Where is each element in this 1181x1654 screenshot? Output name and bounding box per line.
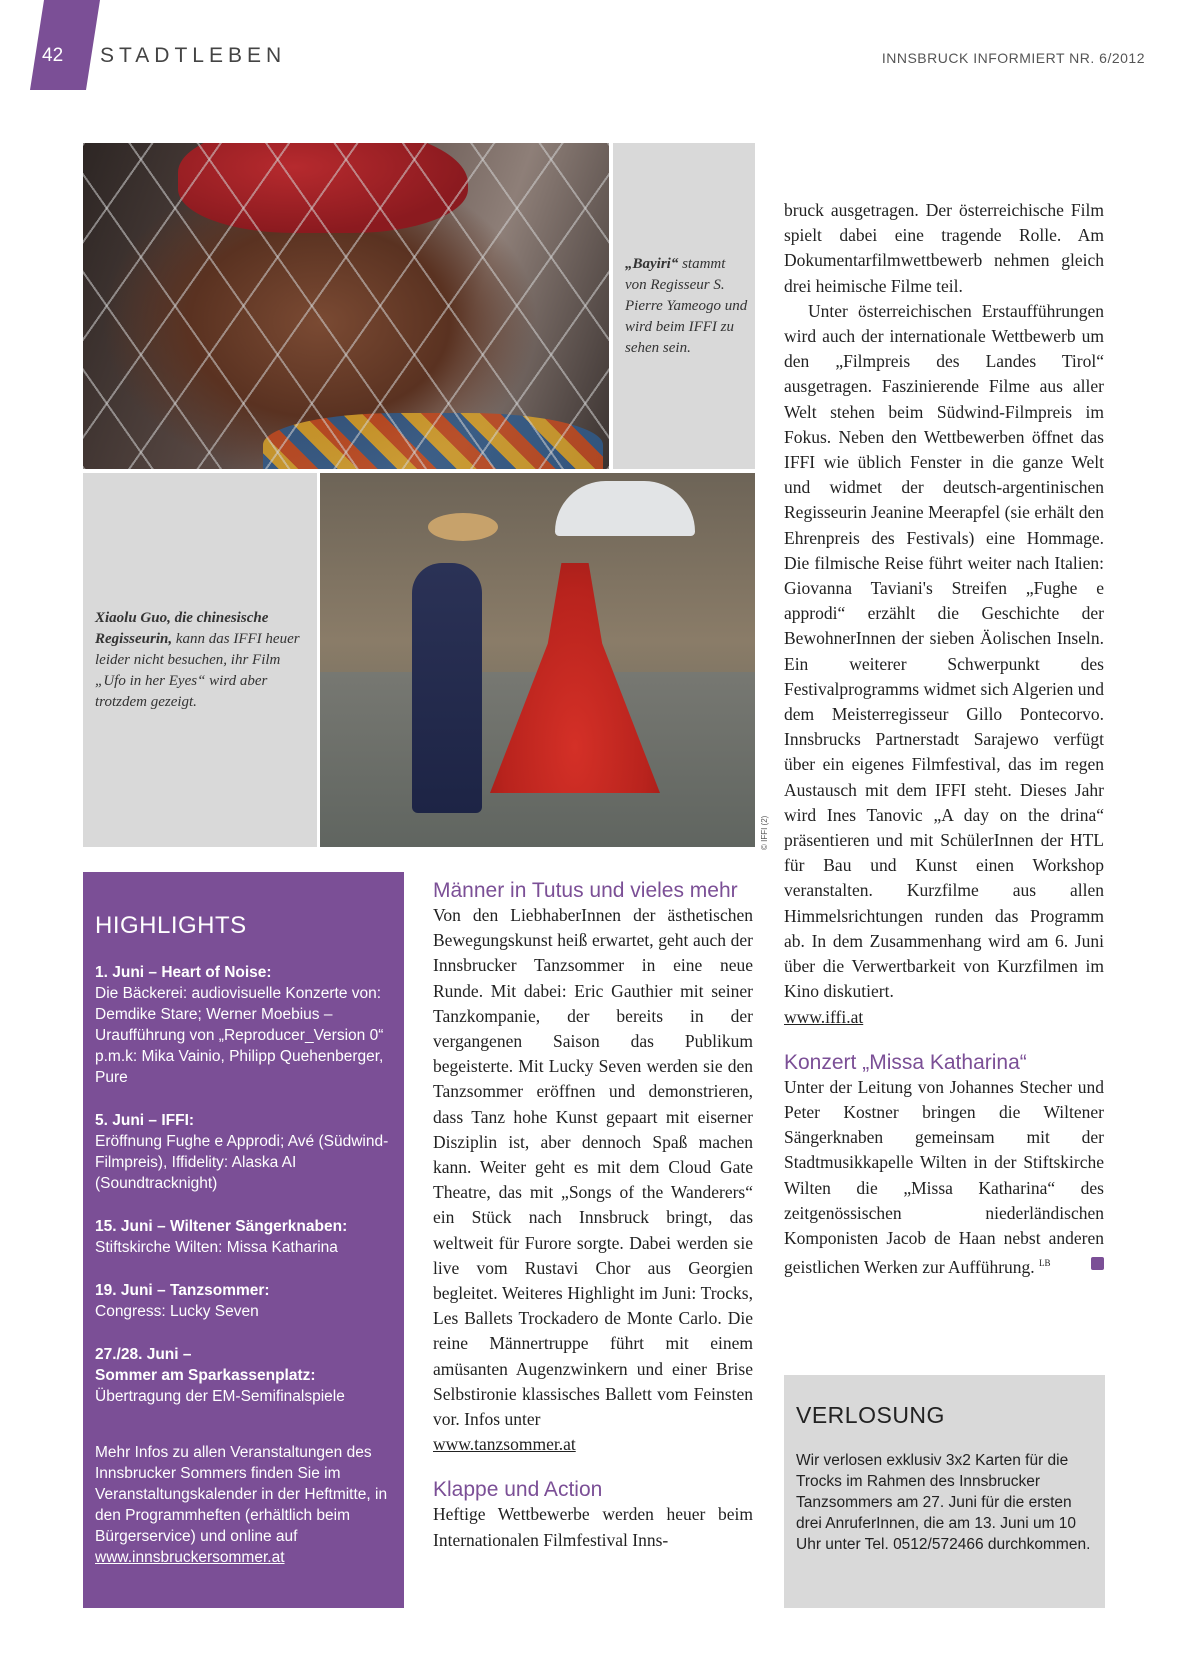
highlight-head: 27./28. Juni – Sommer am Sparkassenplatz:	[95, 1346, 316, 1384]
highlight-body: Congress: Lucky Seven	[95, 1303, 259, 1320]
highlights-list	[95, 962, 400, 1429]
caption-xiaolu-name: Xiaolu Guo, die chinesische Regisseurin,	[95, 610, 269, 647]
highlight-body: Stiftskirche Wilten: Missa Katharina	[95, 1239, 338, 1256]
caption-bayiri-text: stammt von Regisseur S. Pierre Yameogo und wird beim IFFI zu sehen sein.	[625, 256, 748, 356]
photo-umbrella	[555, 481, 695, 536]
photo-man	[412, 563, 482, 813]
highlight-head: 15. Juni – Wiltener Sängerknaben:	[95, 1218, 348, 1235]
caption-bayiri	[625, 254, 750, 359]
article-end-mark	[1091, 1257, 1104, 1270]
caption-xiaolu-guo	[95, 608, 300, 713]
highlights-more-text: Mehr Infos zu allen Veranstaltungen des Innsbrucker Sommers finden Sie im Veranstaltungskalender in der Heftmitte, in den Programmheften (erhältlich beim Bürgerservice) und online auf	[95, 1444, 388, 1545]
highlight-item	[95, 1280, 400, 1322]
highlight-body: Eröffnung Fughe e Approdi; Avé (Südwind-Filmpreis), Iffidelity: Alaska AI (Soundtracknight)	[95, 1133, 389, 1192]
highlights-box	[83, 872, 404, 1608]
highlight-item	[95, 1216, 400, 1258]
photo-fence	[83, 143, 609, 469]
paragraph-missa-katharina	[784, 1075, 1104, 1280]
verlosung-box	[784, 1375, 1105, 1608]
paragraph-tanzsommer: Von den LiebhaberInnen der ästhetischen Bewegungskunst heiß erwartet, geht auch der Innsbrucker Tanzsommer in eine neue Runde. Mit dabei: Eric Gauthier mit seiner Tanzkompanie, der bereits in der vergangenen Saison das Publikum begeisterte. Mit Lucky Seven werden sie den Tanzsommer eröffnen und demonstrieren, dass Tanz hohe Kunst gepaart mit eiserner Disziplin ist, aber dennoch Spaß machen kann. Weiter geht es mit dem Cloud Gate Theatre, das mit „Songs of the Wanderers“ ein Stück nach Innsbruck bringt, das weltweit für Furore sorgte. Dabei werden sie live vom Rustavi Chor aus Georgien begleitet. Weiteres Highlight im Juni: Trocks, Les Ballets Trockadero de Monte Carlo. Die reine Männertruppe führt mit einem amüsanten Augenzwinkern und einer Brise Selbstironie klassisches Ballett vom Feinsten vor. Infos unter	[433, 905, 753, 1430]
heading-klappe-und-action: Klappe und Action	[433, 1478, 603, 1502]
heading-maenner-in-tutus: Männer in Tutus und vieles mehr	[433, 879, 738, 902]
heading-konzert-missa: Konzert „Missa Katharina“	[784, 1050, 1027, 1074]
photo-straw-hat	[428, 513, 498, 541]
photo-credit: © IFFI (2)	[760, 815, 769, 850]
highlight-item	[95, 962, 400, 1088]
highlight-item	[95, 1344, 400, 1407]
paragraph-wettbewerbe: Unter österreichischen Erstaufführungen wird auch der internationale Wettbewerb um den „Filmpreis des Landes Tirol“ ausgetragen. Faszinierende Filme aus aller Welt stehen beim Südwind-Filmpreis im Fokus. Neben den Wettbewerben öffnet das IFFI wie üblich Fenster in die ganze Welt und widmet der deutsch-argentinischen Regisseurin Jeanine Meerapfel (sie erhält den Ehrenpreis des Festivals) eine Hommage. Die filmische Reise führt weiter nach Italien: Giovanna Taviani's Streifen „Fughe e approdi“ erzählt die Geschichte der BewohnerInnen der sieben Äolischen Inseln. Ein weiterer Schwerpunkt des Festivalprogramms widmet sich Algerien und dem Meisterregisseur Gillo Pontecorvo. Innsbrucks Partnerstadt Sarajewo verfügt über ein eigenes Filmfestival, das im regen Austausch mit dem IFFI steht. Dieses Jahr wird Ines Tanovic „A day on the drina“ präsentieren und mit SchülerInnen der HTL für Bau und Kunst einen Workshop veranstalten. Kurzfilme aus allen Himmelsrichtungen runden das Programm ab. In dem Zusammenhang wird am 6. Juni über die Verwertbarkeit von Kurzfilmen im Kino diskutiert.	[784, 300, 1104, 1002]
paragraph-filmfestival-cont: bruck ausgetragen. Der österreichische Film spielt dabei eine tragende Rolle. Am Dokumentarfilmwettbewerb nehmen gleich drei heimische Filme teil.	[784, 200, 1104, 296]
author-signature: LB	[1039, 1258, 1051, 1269]
article-column-middle	[433, 878, 753, 1553]
verlosung-text: Wir verlosen exklusiv 3x2 Karten für die Trocks im Rahmen des Innsbrucker Tanzsommers am 27. Juni für die ersten drei AnruferInnen, die am 13. Juni um 10 Uhr unter Tel. 0512/572466 durchkommen.	[796, 1452, 1091, 1553]
link-iffi[interactable]: www.iffi.at	[784, 1006, 864, 1027]
page-number-tab	[30, 0, 100, 90]
issue-info: INNSBRUCK INFORMIERT NR. 6/2012	[881, 50, 1145, 66]
page-number: 42	[42, 45, 64, 66]
highlights-more-info	[95, 1442, 400, 1568]
highlight-body: Die Bäckerei: audiovisuelle Konzerte von: Demdike Stare; Werner Moebius – Uraufführung von „Reproducer_Version 0“ p.m.k: Mika Vainio, Philipp Quehenberger, Pure	[95, 985, 384, 1086]
highlights-title: HIGHLIGHTS	[95, 912, 247, 939]
highlight-head: 5. Juni – IFFI:	[95, 1112, 195, 1129]
highlight-body: Übertragung der EM-Semifinalspiele	[95, 1388, 345, 1405]
caption-xiaolu-text: kann das IFFI heuer leider nicht besuchen, ihr Film „Ufo in her Eyes“ wird aber trotzdem gezeigt.	[95, 631, 300, 710]
photo-bayiri	[83, 143, 609, 469]
paragraph-missa-text: Unter der Leitung von Johannes Stecher und Peter Kostner bringen die Wiltener Sängerknaben gemeinsam mit der Stadtmusikkapelle Wilten in der Stiftskirche Wilten die „Missa Katharina“ des zeitgenössischen niederländischen Komponisten Jacob de Haan nebst anderen geistlichen Werken zur Aufführung.	[784, 1076, 1104, 1277]
caption-bayiri-title: „Bayiri“	[625, 256, 679, 272]
section-title: STADTLEBEN	[100, 44, 287, 67]
highlight-item	[95, 1110, 400, 1194]
highlights-link[interactable]: www.innsbruckersommer.at	[95, 1549, 285, 1566]
paragraph-filmfestival-start: Heftige Wettbewerbe werden heuer beim Internationalen Filmfestival Inns-	[433, 1504, 753, 1550]
photo-ufo-in-her-eyes	[320, 473, 755, 847]
link-tanzsommer[interactable]: www.tanzsommer.at	[433, 1434, 576, 1455]
highlight-head: 19. Juni – Tanzsommer:	[95, 1282, 270, 1299]
highlight-head: 1. Juni – Heart of Noise:	[95, 964, 272, 981]
verlosung-title: VERLOSUNG	[796, 1402, 945, 1428]
article-column-right	[784, 198, 1104, 1280]
